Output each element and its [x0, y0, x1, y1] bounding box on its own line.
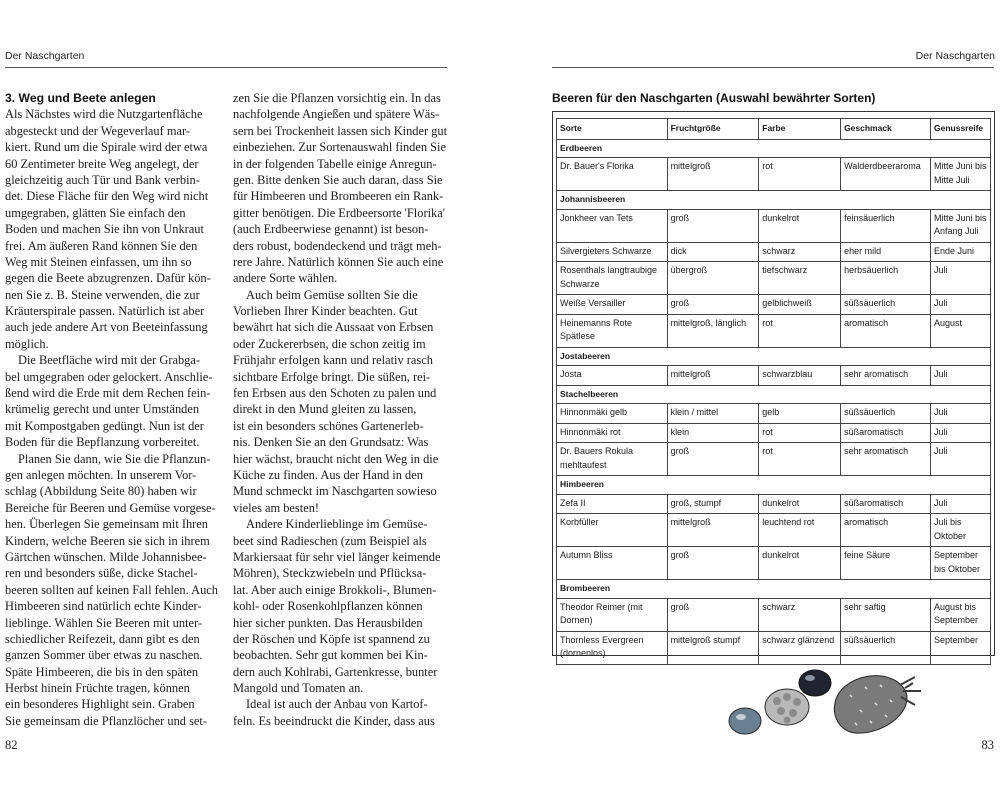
text-line: Himbeeren sind natürlich echte Kinder-: [5, 599, 202, 614]
table-cell: Juli: [931, 295, 991, 315]
text-line: hier wächst, braucht nicht den Weg in die: [233, 451, 439, 466]
text-line: Andere Kinderlieblinge im Gemüse-: [246, 517, 428, 532]
table-cell: groß: [667, 295, 759, 315]
page-number-right: 83: [981, 738, 994, 752]
table-cell: mittelgroß: [667, 514, 759, 547]
text-line: Kindern, welche Beeren sie sich in ihrem: [5, 533, 210, 548]
text-line: für Himbeeren und Brombeeren ein Rank-: [233, 189, 444, 204]
column-header: Genussreife: [931, 119, 991, 140]
table-cell: Juli: [931, 262, 991, 295]
table-cell: Ende Juni: [931, 242, 991, 262]
table-cell: groß: [667, 598, 759, 631]
table-cell: September: [931, 631, 991, 664]
section-heading: 3. Weg und Beete anlegen: [5, 91, 156, 105]
table-cell: gelb: [759, 404, 841, 424]
table-row: [557, 423, 991, 443]
table-cell: groß: [667, 443, 759, 476]
table-cell: schwarz: [759, 598, 841, 631]
text-line: gleichzeitig auch Tür und Bank verbin-: [5, 172, 200, 187]
table-cell: dunkelrot: [759, 547, 841, 580]
table-cell: Juli: [931, 366, 991, 386]
table-cell: süßsäuerlich: [841, 295, 931, 315]
table-cell: süßaromatisch: [841, 423, 931, 443]
table-cell: Juli: [931, 494, 991, 514]
text-line: Boden für die Bepflanzung vorbereitet.: [5, 435, 200, 450]
text-line: dern auch Kohlrabi, Gartenkresse, bunter: [233, 664, 438, 679]
table-cell: klein / mittel: [667, 404, 759, 424]
table-cell: gelblichweiß: [759, 295, 841, 315]
text-line: kohl- oder Rosenkohlpflanzen können: [233, 599, 423, 614]
text-line: in der folgenden Tabelle einige Anregun-: [233, 156, 437, 171]
table-cell: Dr. Bauers Rokula mehltaufest: [557, 443, 668, 476]
berry-variety-table: [556, 118, 991, 665]
table-cell: groß: [667, 209, 759, 242]
table-cell: Thornless Evergreen (dornenlos): [557, 631, 668, 664]
text-line: Frühjahr erfolgen kann und relativ rasch: [233, 353, 433, 368]
text-line: ders robust, bodendeckend und trägt meh-: [233, 238, 442, 253]
table-cell: Juli: [931, 443, 991, 476]
table-cell: dunkelrot: [759, 209, 841, 242]
text-line: Gärtchen wünschen. Milde Johannisbee-: [5, 549, 207, 564]
table-cell: August: [931, 314, 991, 347]
table-cell: mittelgroß: [667, 158, 759, 191]
table-row: [557, 314, 991, 347]
table-cell: Autumn Bliss: [557, 547, 668, 580]
table-cell: September bis Oktober: [931, 547, 991, 580]
text-line: beet sind Radieschen (zum Beispiel als: [233, 533, 427, 548]
table-cell: Juli bis Oktober: [931, 514, 991, 547]
table-group-row: [557, 347, 991, 366]
group-label: Erdbeeren: [557, 139, 991, 158]
column-header: Geschmack: [841, 119, 931, 140]
table-row: [557, 262, 991, 295]
header-rule: [5, 67, 447, 68]
text-line: Möhren), Steckzwiebeln und Pflücksa-: [233, 566, 427, 581]
text-line: direkt in den Mund gleiten zu lassen,: [233, 402, 417, 417]
text-line: Als Nächstes wird die Nutzgartenfläche: [5, 107, 203, 122]
text-line: beobachten. Sehr gut kommen bei Kin-: [233, 648, 428, 663]
table-row: [557, 494, 991, 514]
text-line: gitter benötigen. Die Erdbeersorte 'Florika': [233, 205, 445, 220]
table-cell: süßsäuerlich: [841, 631, 931, 664]
text-line: gen anlegen möchten. In unserem Vor-: [5, 467, 197, 482]
text-line: oder Zuckererbsen, die schon zeitig im: [233, 336, 426, 351]
text-line: Herbst hinein Früchte tragen, können: [5, 681, 190, 696]
table-cell: feinsäuerlich: [841, 209, 931, 242]
text-line: sichtbare Erfolge bringt. Die süßen, rei-: [233, 369, 431, 384]
text-line: Die Beetfläche wird mit der Grabga-: [18, 353, 200, 368]
table-cell: sehr saftig: [841, 598, 931, 631]
table-cell: Zefa II: [557, 494, 668, 514]
table-cell: Juli: [931, 423, 991, 443]
text-column-2: [233, 90, 446, 729]
table-cell: aromatisch: [841, 314, 931, 347]
table-cell: Mitte Juni bis Mitte Juli: [931, 158, 991, 191]
text-line: ren und besonders süße, dicke Stachel-: [5, 566, 198, 581]
text-line: kiert. Rund um die Spirale wird der etwa: [5, 140, 208, 155]
text-line: ist ein besonders schönes Gartenerleb-: [233, 418, 424, 433]
table-row: [557, 514, 991, 547]
table-row: [557, 209, 991, 242]
table-group-row: [557, 385, 991, 404]
table-cell: aromatisch: [841, 514, 931, 547]
text-line: hen. Überlegen Sie gemeinsam mit Ihren: [5, 517, 209, 532]
text-line: gen. Bitte denken Sie auch daran, dass Sie: [233, 172, 443, 187]
table-cell: Josta: [557, 366, 668, 386]
text-line: Markiersaat für sehr viel länger keimende: [233, 549, 441, 564]
text-line: umgegraben, glätten Sie einfach den: [5, 205, 186, 220]
running-head-left: Der Naschgarten: [5, 50, 85, 62]
table-cell: groß, stumpf: [667, 494, 759, 514]
table-cell: Hinnonmäki gelb: [557, 404, 668, 424]
text-line: nis. Denken Sie an den Grundsatz: Was: [233, 435, 429, 450]
table-cell: schwarz glänzend: [759, 631, 841, 664]
text-line: sern bei Trockenheit lassen sich Kinder gut: [233, 123, 448, 138]
text-line: hier sicher punkten. Das Herausbilden: [233, 615, 423, 630]
text-line: det. Diese Fläche für den Weg wird nicht: [5, 189, 209, 204]
text-line: (auch Erdbeerwiese genannt) ist beson-: [233, 222, 429, 237]
text-line: Mangold und Tomaten an.: [233, 681, 364, 696]
table-title: Beeren für den Naschgarten (Auswahl bewährter Sorten): [552, 91, 876, 105]
table-row: [557, 158, 991, 191]
table-group-row: [557, 139, 991, 158]
text-line: Weg mit Steinen einfassen, um ihn so: [5, 254, 192, 269]
text-line: Sie gemeinsam die Pflanzlöcher und set-: [5, 713, 207, 728]
text-line: Auch beim Gemüse sollten Sie die: [246, 287, 418, 302]
table-cell: groß: [667, 547, 759, 580]
berries-illustration: [715, 655, 930, 740]
group-label: Jostabeeren: [557, 347, 991, 366]
text-line: schlag (Abbildung Seite 80) haben wir: [5, 484, 197, 499]
text-line: bewährt hat sich die Aussaat von Erbsen: [233, 320, 434, 335]
table-group-row: [557, 580, 991, 599]
text-line: Planen Sie dann, wie Sie die Pflanzun-: [18, 451, 211, 466]
table-cell: rot: [759, 314, 841, 347]
text-line: Vorlieben Ihrer Kinder beachten. Gut: [233, 304, 418, 319]
text-line: 60 Zentimeter breite Weg angelegt, der: [5, 156, 199, 171]
text-line: ganzen Sommer über etwas zu naschen.: [5, 648, 203, 663]
table-cell: Juli: [931, 404, 991, 424]
table-cell: mittelgroß: [667, 366, 759, 386]
column-header: Farbe: [759, 119, 841, 140]
table-cell: mittelgroß stumpf: [667, 631, 759, 664]
text-line: lieblinge. Wählen Sie Beeren mit unter-: [5, 615, 203, 630]
text-line: Küche zu finden. Aus der Hand in den: [233, 467, 423, 482]
text-line: beeren sollten auf keinen Fall fehlen. Auch: [5, 582, 218, 597]
table-cell: dunkelrot: [759, 494, 841, 514]
text-line: nachfolgende Angießen und spätere Wäs-: [233, 107, 440, 122]
table-cell: mittelgroß, länglich: [667, 314, 759, 347]
table-cell: Dr. Bauer's Florika: [557, 158, 668, 191]
table-cell: sehr aromatisch: [841, 366, 931, 386]
table-group-row: [557, 191, 991, 210]
table-cell: dick: [667, 242, 759, 262]
group-label: Johannisbeeren: [557, 191, 991, 210]
text-line: Boden und machen Sie ihn von Unkraut: [5, 222, 204, 237]
text-line: zen Sie die Pflanzen vorsichtig ein. In das: [233, 91, 441, 105]
table-header-row: [557, 119, 991, 140]
text-line: möglich.: [5, 336, 49, 351]
text-line: rere Jahre. Natürlich können Sie auch eine: [233, 254, 444, 269]
text-line: mit Kompostgaben gedüngt. Nun ist der: [5, 418, 204, 433]
table-cell: Mitte Juni bis Anfang Juli: [931, 209, 991, 242]
text-line: einbeziehen. Zur Sortenauswahl finden Sie: [233, 140, 446, 155]
text-line: feln. Es beeindruckt die Kinder, dass aus: [233, 713, 435, 728]
page-number-left: 82: [5, 738, 18, 752]
table-cell: süßaromatisch: [841, 494, 931, 514]
table-cell: Silvergieters Schwarze: [557, 242, 668, 262]
running-head-right: Der Naschgarten: [915, 50, 995, 62]
table-row: [557, 242, 991, 262]
text-line: Ideal ist auch der Anbau von Kartof-: [246, 697, 428, 712]
header-rule: [552, 67, 994, 68]
table-row: [557, 598, 991, 631]
table-cell: rot: [759, 423, 841, 443]
table-cell: schwarz: [759, 242, 841, 262]
text-line: bel umgegraben oder gelockert. Anschlie-: [5, 369, 213, 384]
text-line: ein besonderes Highlight sein. Graben: [5, 697, 195, 712]
table-cell: klein: [667, 423, 759, 443]
table-cell: feine Säure: [841, 547, 931, 580]
text-line: schiedlicher Reifezeit, dann gibt es den: [5, 631, 200, 646]
group-label: Himbeeren: [557, 476, 991, 495]
text-line: frei. Am äußeren Rand können Sie den: [5, 238, 198, 253]
text-line: krümelig gerecht und unter Umständen: [5, 402, 200, 417]
table-cell: Hinnonmäki rot: [557, 423, 668, 443]
table-cell: August bis September: [931, 598, 991, 631]
text-line: nen Sie z. B. Steine verwenden, die zur: [5, 287, 200, 302]
table-cell: Heinemanns Rote Spätlese: [557, 314, 668, 347]
table-cell: Theodor Reimer (mit Dornen): [557, 598, 668, 631]
text-column-1: [5, 90, 216, 729]
table-cell: Weiße Versailler: [557, 295, 668, 315]
table-cell: Rosenthals langtraubige Schwarze: [557, 262, 668, 295]
table-group-row: [557, 476, 991, 495]
group-label: Brombeeren: [557, 580, 991, 599]
text-line: Bereiche für Beeren und Gemüse vorgese-: [5, 500, 216, 515]
table-row: [557, 295, 991, 315]
text-line: Mund schmeckt im Naschgarten sowieso: [233, 484, 437, 499]
group-label: Stachelbeeren: [557, 385, 991, 404]
table-cell: Korbfüller: [557, 514, 668, 547]
table-cell: Walderdbeeraroma: [841, 158, 931, 191]
text-line: der Röschen und Köpfe ist spannend zu: [233, 631, 430, 646]
text-line: abgesteckt und der Wegeverlauf mar-: [5, 123, 190, 138]
text-line: vieles am besten!: [233, 500, 320, 515]
text-line: andere Sorte wählen.: [233, 271, 338, 286]
text-line: ßend wird die Erde mit dem Rechen fein-: [5, 386, 211, 401]
table-cell: Jonkheer van Tets: [557, 209, 668, 242]
text-line: fen Erbsen aus den Schoten zu palen und: [233, 386, 437, 401]
column-header: Fruchtgröße: [667, 119, 759, 140]
text-line: lat. Aber auch einige Brokkoli-, Blumen-: [233, 582, 437, 597]
table-cell: süßsäuerlich: [841, 404, 931, 424]
table-cell: sehr aromatisch: [841, 443, 931, 476]
text-line: Späte Himbeeren, die bis in den späten: [5, 664, 199, 679]
table-cell: rot: [759, 443, 841, 476]
table-row: [557, 443, 991, 476]
table-cell: übergroß: [667, 262, 759, 295]
table-cell: leuchtend rot: [759, 514, 841, 547]
table-cell: eher mild: [841, 242, 931, 262]
table-cell: herbsäuerlich: [841, 262, 931, 295]
table-row: [557, 404, 991, 424]
column-header: Sorte: [557, 119, 668, 140]
table-row: [557, 366, 991, 386]
text-line: Kräuterspirale passen. Natürlich ist aber: [5, 304, 205, 319]
table-cell: schwarzblau: [759, 366, 841, 386]
text-line: gegen die Beete abzugrenzen. Dafür kön-: [5, 271, 211, 286]
table-row: [557, 547, 991, 580]
table-cell: rot: [759, 158, 841, 191]
table-cell: tiefschwarz: [759, 262, 841, 295]
text-line: auch jede andere Art von Beeteinfassung: [5, 320, 208, 335]
